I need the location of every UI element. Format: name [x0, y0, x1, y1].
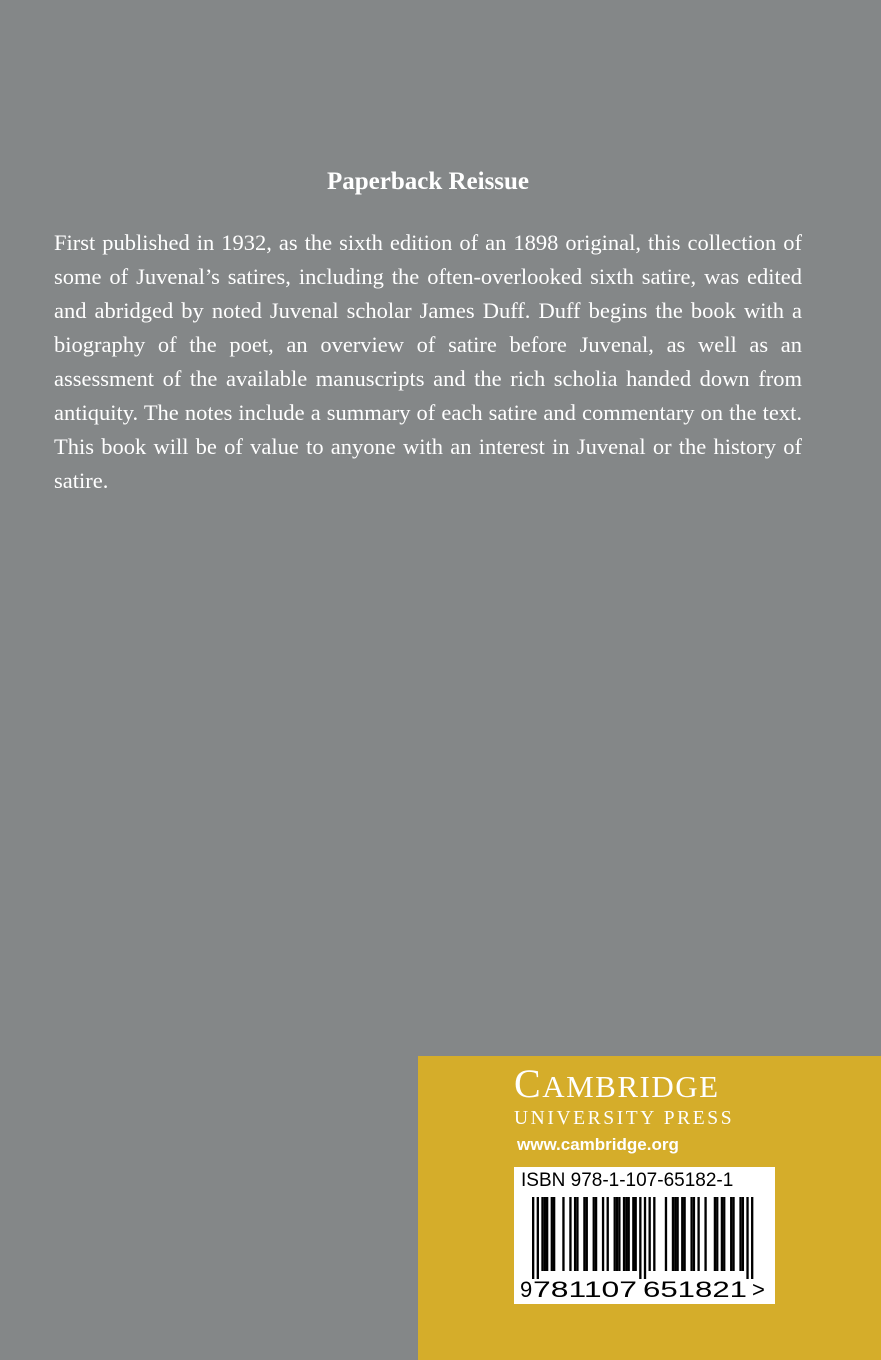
barcode-bar [697, 1197, 699, 1271]
barcode-bar [593, 1197, 595, 1271]
cover-heading: Paperback Reissue [326, 168, 530, 195]
barcode-bar [672, 1197, 674, 1271]
barcode-bar [614, 1197, 616, 1271]
cover-blurb: First published in 1932, as the sixth edition of an 1898 original, this collection of some of Juvenal’s satires, including the often-overlooked sixth satire, was edited and abridged by noted Juvenal scholar James Duff. Duff begins the book with a biography of the poet, an overview of satire before Juvenal, as well as an assessment of the available manuscripts and the rich scholia handed down from antiquity. The notes include a summary of each satire and commentary on the text. This book will be of value to anyone with an interest in Juvenal or the history of satire. [54, 230, 802, 493]
barcode-guard-bar [639, 1197, 641, 1279]
barcode-bar [553, 1197, 555, 1271]
barcode-bar [723, 1197, 725, 1271]
barcode-bar [616, 1197, 618, 1271]
barcode-guard-bar [751, 1197, 753, 1279]
barcode-bar [544, 1197, 546, 1271]
barcode-bar [546, 1197, 548, 1271]
barcode-guard-bar [644, 1197, 646, 1279]
barcode-bar [721, 1197, 723, 1271]
barcode-guard-bar [532, 1197, 534, 1279]
barcode-bar [742, 1197, 744, 1271]
barcode-bar [690, 1197, 692, 1271]
barcode-bar [618, 1197, 620, 1271]
barcode-bar [551, 1197, 553, 1271]
barcode-bar [714, 1197, 716, 1271]
publisher-website: www.cambridge.org [517, 1135, 679, 1154]
publisher-logo [514, 1061, 776, 1131]
barcode-bar [716, 1197, 718, 1271]
barcode-graphic [514, 1167, 775, 1304]
barcode-bar [602, 1197, 604, 1271]
barcode-bar [562, 1197, 564, 1271]
barcode-bar [732, 1197, 734, 1271]
ean-end-marker: > [752, 1277, 765, 1302]
barcode-bar [623, 1197, 625, 1271]
barcode-bar [649, 1197, 651, 1271]
barcode-bar [632, 1197, 634, 1271]
barcode-bar [541, 1197, 543, 1271]
barcode-bar [674, 1197, 676, 1271]
barcode-bar [574, 1197, 576, 1271]
barcode-bar [635, 1197, 637, 1271]
barcode-bar [583, 1197, 585, 1271]
barcode-bar [653, 1197, 655, 1271]
barcode-bar [693, 1197, 695, 1271]
publisher-name-line1 [514, 1061, 776, 1107]
isbn-barcode [514, 1167, 775, 1304]
barcode-bar [586, 1197, 588, 1271]
barcode-bar [676, 1197, 678, 1271]
cambridge-word: CAMBRIDGE [514, 1061, 720, 1106]
barcode-bar [607, 1197, 609, 1271]
press-word: UNIVERSITY PRESS [514, 1108, 735, 1129]
barcode-guard-bar [746, 1197, 748, 1279]
barcode-bar [628, 1197, 630, 1271]
barcode-bar [595, 1197, 597, 1271]
barcode-bar [704, 1197, 706, 1271]
publisher-panel [418, 1056, 881, 1360]
barcode-bar [681, 1197, 683, 1271]
barcode-bar [569, 1197, 571, 1271]
ean-left-group: 781107 [533, 1277, 637, 1302]
isbn-label: ISBN 978-1-107-65182-1 [521, 1170, 734, 1191]
barcode-bar [576, 1197, 578, 1271]
ean-first-digit: 9 [520, 1277, 533, 1302]
barcode-bar [739, 1197, 741, 1271]
publisher-name-line2 [514, 1107, 776, 1131]
barcode-bar [683, 1197, 685, 1271]
barcode-bar [625, 1197, 627, 1271]
ean-right-group: 651821 [643, 1277, 747, 1302]
barcode-bar [730, 1197, 732, 1271]
barcode-guard-bar [537, 1197, 539, 1279]
barcode-bar [665, 1197, 667, 1271]
barcode-bars [532, 1197, 753, 1279]
